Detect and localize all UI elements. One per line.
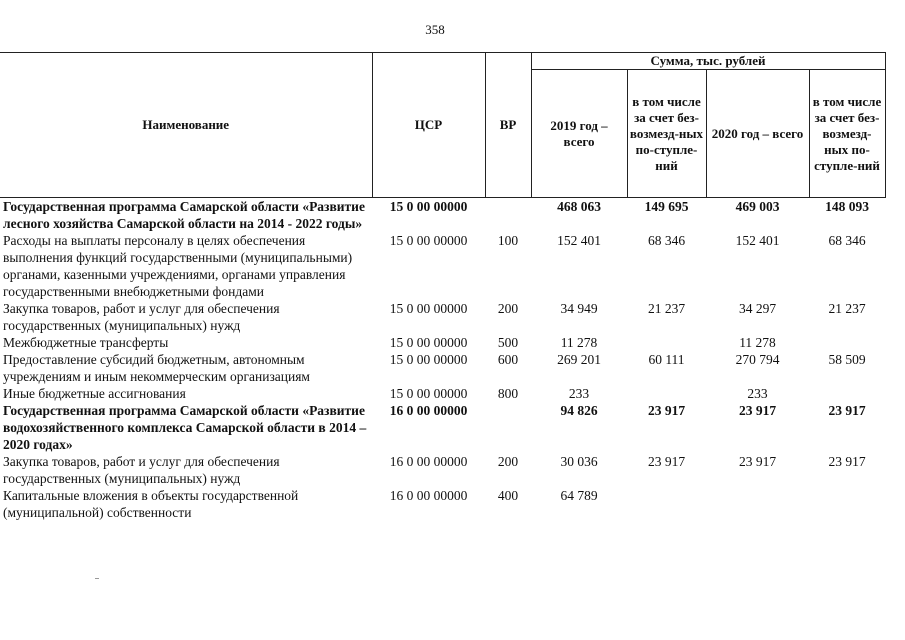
header-csr: ЦСР xyxy=(372,53,485,198)
cell-2019-free xyxy=(627,487,706,521)
cell-csr: 15 0 00 00000 xyxy=(389,199,468,214)
table-row xyxy=(0,453,885,487)
cell-2020-total: 11 278 xyxy=(739,335,776,350)
cell-vr: 200 xyxy=(497,454,519,469)
header-sum-group: Сумма, тыс. рублей xyxy=(531,53,885,70)
table-row xyxy=(0,351,885,385)
cell-vr xyxy=(485,198,531,233)
cell-2020-total: 34 297 xyxy=(738,301,777,316)
cell-2019-free: 21 237 xyxy=(647,301,686,316)
cell-2020-free: 21 237 xyxy=(828,301,866,316)
cell-2020-total: 23 917 xyxy=(738,403,777,418)
table-row xyxy=(0,198,885,233)
budget-table xyxy=(0,52,886,521)
cell-2019-free xyxy=(627,385,706,402)
cell-vr: 400 xyxy=(497,488,519,503)
header-2019-total: 2019 год – всего xyxy=(531,70,627,198)
cell-2019-total: 34 949 xyxy=(560,301,598,316)
cell-2020-total: 152 401 xyxy=(735,233,780,248)
header-name: Наименование xyxy=(0,53,372,198)
cell-2019-free: 68 346 xyxy=(647,233,686,248)
cell-name: Государственная программа Самарской области «Развитие лесного хозяйства Самарской области на 2014 - 2022 годы» xyxy=(3,199,365,231)
cell-2019-free: 149 695 xyxy=(644,199,689,214)
cell-2019-total: 30 036 xyxy=(560,454,598,469)
cell-2019-total: 233 xyxy=(568,386,590,401)
cell-2019-free: 23 917 xyxy=(647,454,686,469)
cell-csr: 16 0 00 00000 xyxy=(389,403,468,418)
scan-mark xyxy=(95,578,99,579)
table-row xyxy=(0,232,885,300)
cell-name: Закупка товаров, работ и услуг для обеспечения государственных (муниципальных) нужд xyxy=(3,454,280,486)
cell-name: Межбюджетные трансферты xyxy=(3,335,169,350)
cell-2020-total: 23 917 xyxy=(738,454,777,469)
header-2020-free: в том числе за счет без-возмезд-ных по-ступле-ний xyxy=(809,70,885,198)
cell-2019-total: 269 201 xyxy=(557,352,601,367)
cell-csr: 15 0 00 00000 xyxy=(389,335,468,350)
cell-vr: 500 xyxy=(497,335,519,350)
cell-name: Иные бюджетные ассигнования xyxy=(3,386,186,401)
table-row xyxy=(0,334,885,351)
cell-csr: 16 0 00 00000 xyxy=(389,488,468,503)
cell-vr: 100 xyxy=(497,233,519,248)
cell-csr: 16 0 00 00000 xyxy=(389,454,468,469)
cell-name: Расходы на выплаты персоналу в целях обеспечения выполнения функций государственными (муниципальными) органами, казенными учреждениями, органами управления государственными внебюджетными фондами xyxy=(3,233,353,299)
cell-name: Закупка товаров, работ и услуг для обеспечения государственных (муниципальных) нужд xyxy=(3,301,280,333)
cell-csr: 15 0 00 00000 xyxy=(389,233,468,248)
cell-name: Государственная программа Самарской области «Развитие водохозяйственного комплекса Самарской области в 2014 – 2020 годах» xyxy=(3,403,367,452)
cell-2020-total xyxy=(706,487,809,521)
cell-2019-free xyxy=(627,334,706,351)
cell-2019-total: 11 278 xyxy=(560,335,598,350)
cell-2019-total: 64 789 xyxy=(560,488,598,503)
cell-2019-total: 94 826 xyxy=(560,403,598,418)
cell-vr: 600 xyxy=(497,352,519,367)
cell-name: Капитальные вложения в объекты государственной (муниципальной) собственности xyxy=(3,488,299,520)
page-number: 358 xyxy=(425,22,445,37)
cell-2019-free: 23 917 xyxy=(647,403,686,418)
cell-2020-free: 68 346 xyxy=(828,233,866,248)
cell-2020-free: 23 917 xyxy=(828,454,866,469)
table-row xyxy=(0,300,885,334)
table-row xyxy=(0,385,885,402)
cell-name: Предоставление субсидий бюджетным, автономным учреждениям и иным некоммерческим организациям xyxy=(3,352,310,384)
cell-csr: 15 0 00 00000 xyxy=(389,352,468,367)
cell-vr: 200 xyxy=(497,301,519,316)
cell-2019-free: 60 111 xyxy=(648,352,685,367)
header-vr: ВР xyxy=(485,53,531,198)
cell-2020-free: 58 509 xyxy=(828,352,866,367)
cell-2020-free xyxy=(809,334,885,351)
header-2019-free: в том числе за счет без-возмезд-ных по-ступле-ний xyxy=(627,70,706,198)
cell-2020-free: 23 917 xyxy=(828,403,866,418)
cell-2020-free xyxy=(809,487,885,521)
cell-vr xyxy=(485,402,531,453)
cell-2020-free xyxy=(809,385,885,402)
table-body xyxy=(0,198,885,522)
cell-2019-total: 468 063 xyxy=(557,199,601,214)
table-row xyxy=(0,402,885,453)
cell-2020-free: 148 093 xyxy=(825,199,869,214)
cell-2020-total: 233 xyxy=(747,386,768,401)
cell-2019-total: 152 401 xyxy=(557,233,601,248)
cell-vr: 800 xyxy=(497,386,519,401)
header-2020-total: 2020 год – всего xyxy=(706,70,809,198)
cell-2020-total: 469 003 xyxy=(735,199,780,214)
table-row xyxy=(0,487,885,521)
cell-csr: 15 0 00 00000 xyxy=(389,386,468,401)
cell-csr: 15 0 00 00000 xyxy=(389,301,468,316)
cell-2020-total: 270 794 xyxy=(735,352,780,367)
